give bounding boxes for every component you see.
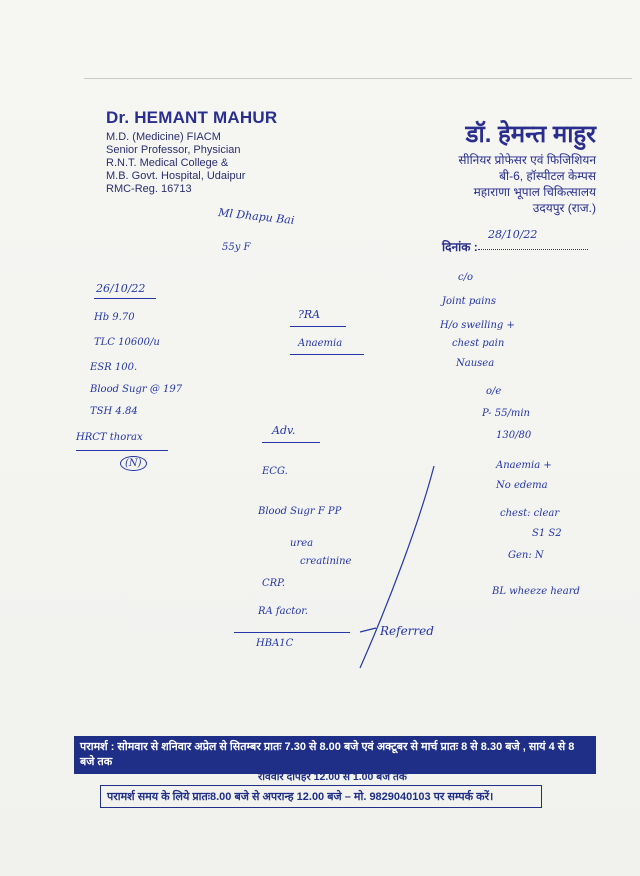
note-chest: chest: clear (500, 508, 560, 519)
diagnosis-ra: ?RA (298, 308, 321, 321)
advice-hba1c: HBA1C (256, 638, 294, 649)
hospital-hi: महाराणा भूपाल चिकित्सालय (473, 185, 596, 199)
age-sex: 55y F (222, 242, 251, 253)
handwritten-date: 28/10/22 (488, 228, 538, 241)
advice-creatinine: creatinine (300, 556, 352, 567)
note-anaemia: Anaemia + (496, 460, 552, 471)
note-no-edema: No edema (496, 480, 548, 491)
lab-tlc: TLC 10600/u (94, 337, 160, 348)
hrct-normal-mark: (N) (120, 456, 147, 471)
note-general: Gen: N (508, 550, 544, 561)
designation-hi: सीनियर प्रोफेसर एवं फिजिशियन (458, 153, 596, 167)
lab-esr: ESR 100. (90, 362, 138, 373)
lab-tsh: TSH 4.84 (90, 406, 138, 417)
qualification-line: M.D. (Medicine) FIACM (106, 131, 221, 143)
advice-ecg: ECG. (262, 466, 288, 477)
advice-blood-sugar: Blood Sugr F PP (258, 506, 342, 517)
lab-date: 26/10/22 (96, 282, 146, 295)
college-line: R.N.T. Medical College & (106, 157, 229, 169)
lab-hb: Hb 9.70 (94, 312, 135, 323)
sunday-hours: रविवार दोपहर 12.00 से 1.00 बजे तक (258, 771, 407, 783)
referral-arrow (360, 628, 376, 632)
date-label: दिनांक : (442, 240, 478, 254)
note-chest-pain: chest pain (452, 338, 505, 349)
note-wheeze: BL wheeze heard (492, 586, 580, 597)
note-oe: o/e (486, 386, 502, 397)
contact-box: परामर्श समय के लिये प्रातः8.00 बजे से अपरान्ह 12.00 बजे – मो. 9829040103 पर सम्पर्क करें। (100, 785, 542, 808)
long-divider-stroke (360, 466, 434, 668)
address-hi: बी-6, हॉस्पीटल केम्पस (499, 169, 596, 183)
hospital-line: M.B. Govt. Hospital, Udaipur (106, 170, 246, 182)
lab-blood-sugar: Blood Sugr @ 197 (90, 384, 183, 395)
consultation-hours-band: परामर्श : सोमवार से शनिवार अप्रेल से सितम्बर प्रातः 7.30 से 8.00 बजे एवं अक्टूबर से मार्च प्रातः 8 से 8.30 बजे , सायं 4 से 8 बजे तक (74, 736, 596, 774)
advice-ra-factor: RA factor. (258, 606, 309, 617)
advice-heading: Adv. (272, 424, 296, 437)
note-nausea: Nausea (456, 358, 495, 369)
note-s1s2: S1 S2 (532, 528, 562, 539)
doctor-name-en: Dr. HEMANT MAHUR (106, 108, 278, 127)
city-hi: उदयपुर (राज.) (532, 201, 596, 215)
patient-name: Ml Dhapu Bai (217, 206, 296, 227)
advice-crp: CRP. (262, 578, 286, 589)
note-bp: 130/80 (496, 430, 532, 441)
designation-line: Senior Professor, Physician (106, 144, 241, 156)
note-pulse: P- 55/min (482, 408, 530, 419)
registration-line: RMC-Reg. 16713 (106, 183, 192, 195)
lab-hrct: HRCT thorax (76, 432, 143, 443)
note-co: c/o (458, 272, 473, 283)
referral-note: Referred (380, 624, 434, 638)
diagnosis-anaemia: Anaemia (298, 338, 343, 349)
note-swelling: H/o swelling + (440, 320, 515, 331)
doctor-name-hi: डॉ. हेमन्त माहुर (465, 121, 596, 148)
note-joint-pains: Joint pains (442, 296, 496, 307)
advice-urea: urea (290, 538, 314, 549)
